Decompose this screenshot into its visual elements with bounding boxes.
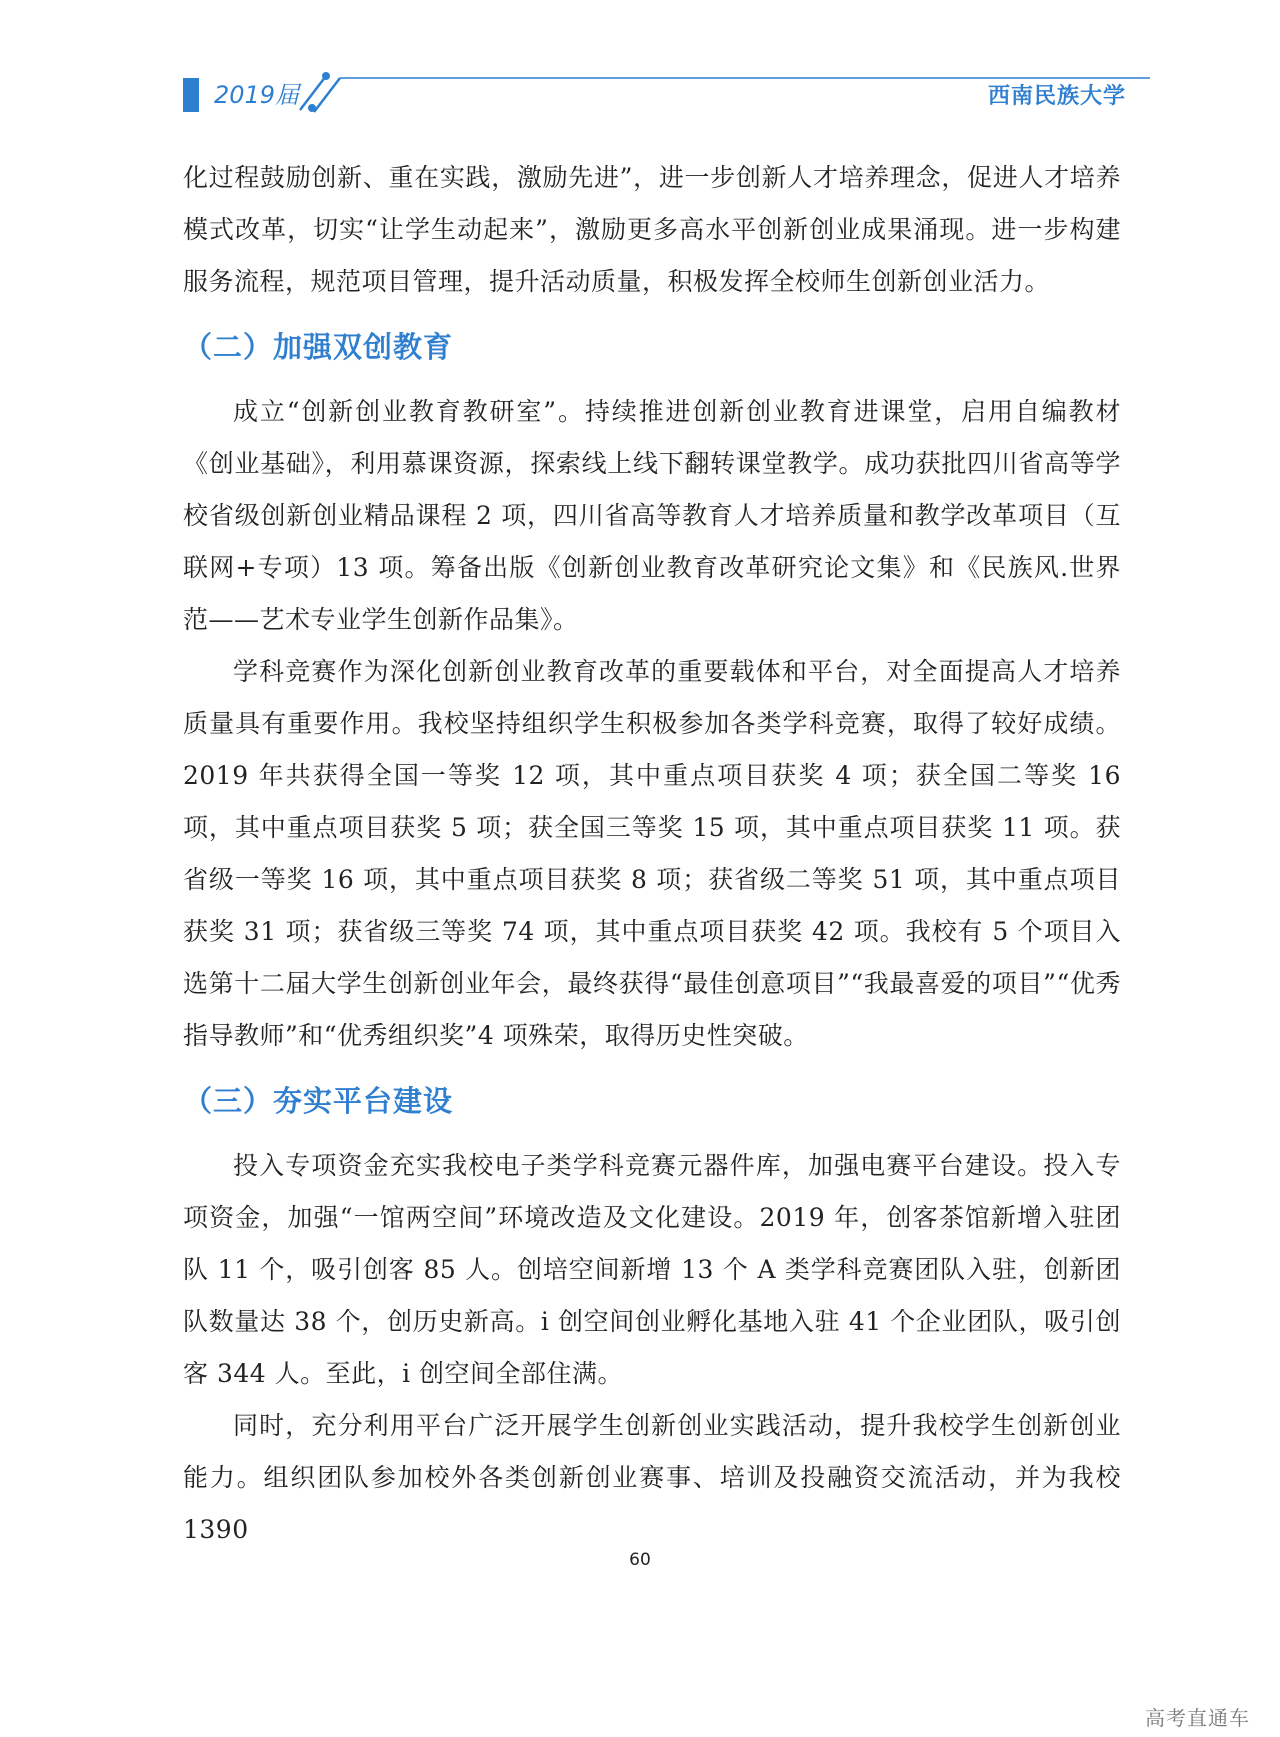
intro-paragraph: 化过程鼓励创新、重在实践，激励先进”，进一步创新人才培养理念，促进人才培养模式改革，切实“让学生动起来”，激励更多高水平创新创业成果涌现。进一步构建服务流程，规范项目管理，提升活动质量，积极发挥全校师生创新创业活力。 (183, 163, 1121, 296)
page-header (0, 0, 1280, 130)
page-number: 60 (629, 1550, 651, 1570)
header-university: 西南民族大学 (987, 84, 1126, 109)
section2-paragraph-2: 学科竞赛作为深化创新创业教育改革的重要载体和平台，对全面提高人才培养质量具有重要作用。我校坚持组织学生积极参加各类学科竞赛，取得了较好成绩。2019 年共获得全国一等奖 12 项，其中重点项目获奖 4 项；获全国二等奖 16 项，其中重点项目获奖 5 项；获全国三等奖 15 项，其中重点项目获奖 11 项。获省级一等奖 16 项，其中重点项目获奖 8 项；获省级二等奖 51 项，其中重点项目获奖 31 项；获省级三等奖 74 项，其中重点项目获奖 42 项。我校有 5 个项目入选第十二届大学生创新创业年会，最终获得“最佳创意项目”“我最喜爱的项目”“优秀指导教师”和“优秀组织奖”4 项殊荣，取得历史性突破。 (183, 657, 1121, 1050)
section-heading-2: （二）加强双创教育 (183, 330, 454, 364)
section2-paragraph-1: 成立“创新创业教育教研室”。持续推进创新创业教育进课堂，启用自编教材《创业基础》，利用慕课资源，探索线上线下翻转课堂教学。成功获批四川省高等学校省级创新创业精品课程 2 项，四川省高等教育人才培养质量和教学改革项目（互联网+专项）13 项。筹备出版《创新创业教育改革研究论文集》和《民族风.世界范——艺术专业学生创新作品集》。 (183, 397, 1121, 634)
section3-paragraph-2: 同时，充分利用平台广泛开展学生创新创业实践活动，提升我校学生创新创业能力。组织团队参加校外各类创新创业赛事、培训及投融资交流活动，并为我校 1390 (183, 1411, 1121, 1544)
header-year: 2019届 (214, 81, 300, 109)
section-heading-3: （三）夯实平台建设 (183, 1084, 454, 1118)
header-accent-bar (183, 78, 199, 112)
section3-paragraph-1: 投入专项资金充实我校电子类学科竞赛元器件库，加强电赛平台建设。投入专项资金，加强“一馆两空间”环境改造及文化建设。2019 年，创客茶馆新增入驻团队 11 个，吸引创客 85 人。创培空间新增 13 个 A 类学科竞赛团队入驻，创新团队数量达 38 个，创历史新高。i 创空间创业孵化基地入驻 41 个企业团队，吸引创客 344 人。至此，i 创空间全部住满。 (183, 1151, 1121, 1388)
watermark: 高考直通车 (1145, 1706, 1250, 1730)
document-body (183, 152, 1121, 1556)
